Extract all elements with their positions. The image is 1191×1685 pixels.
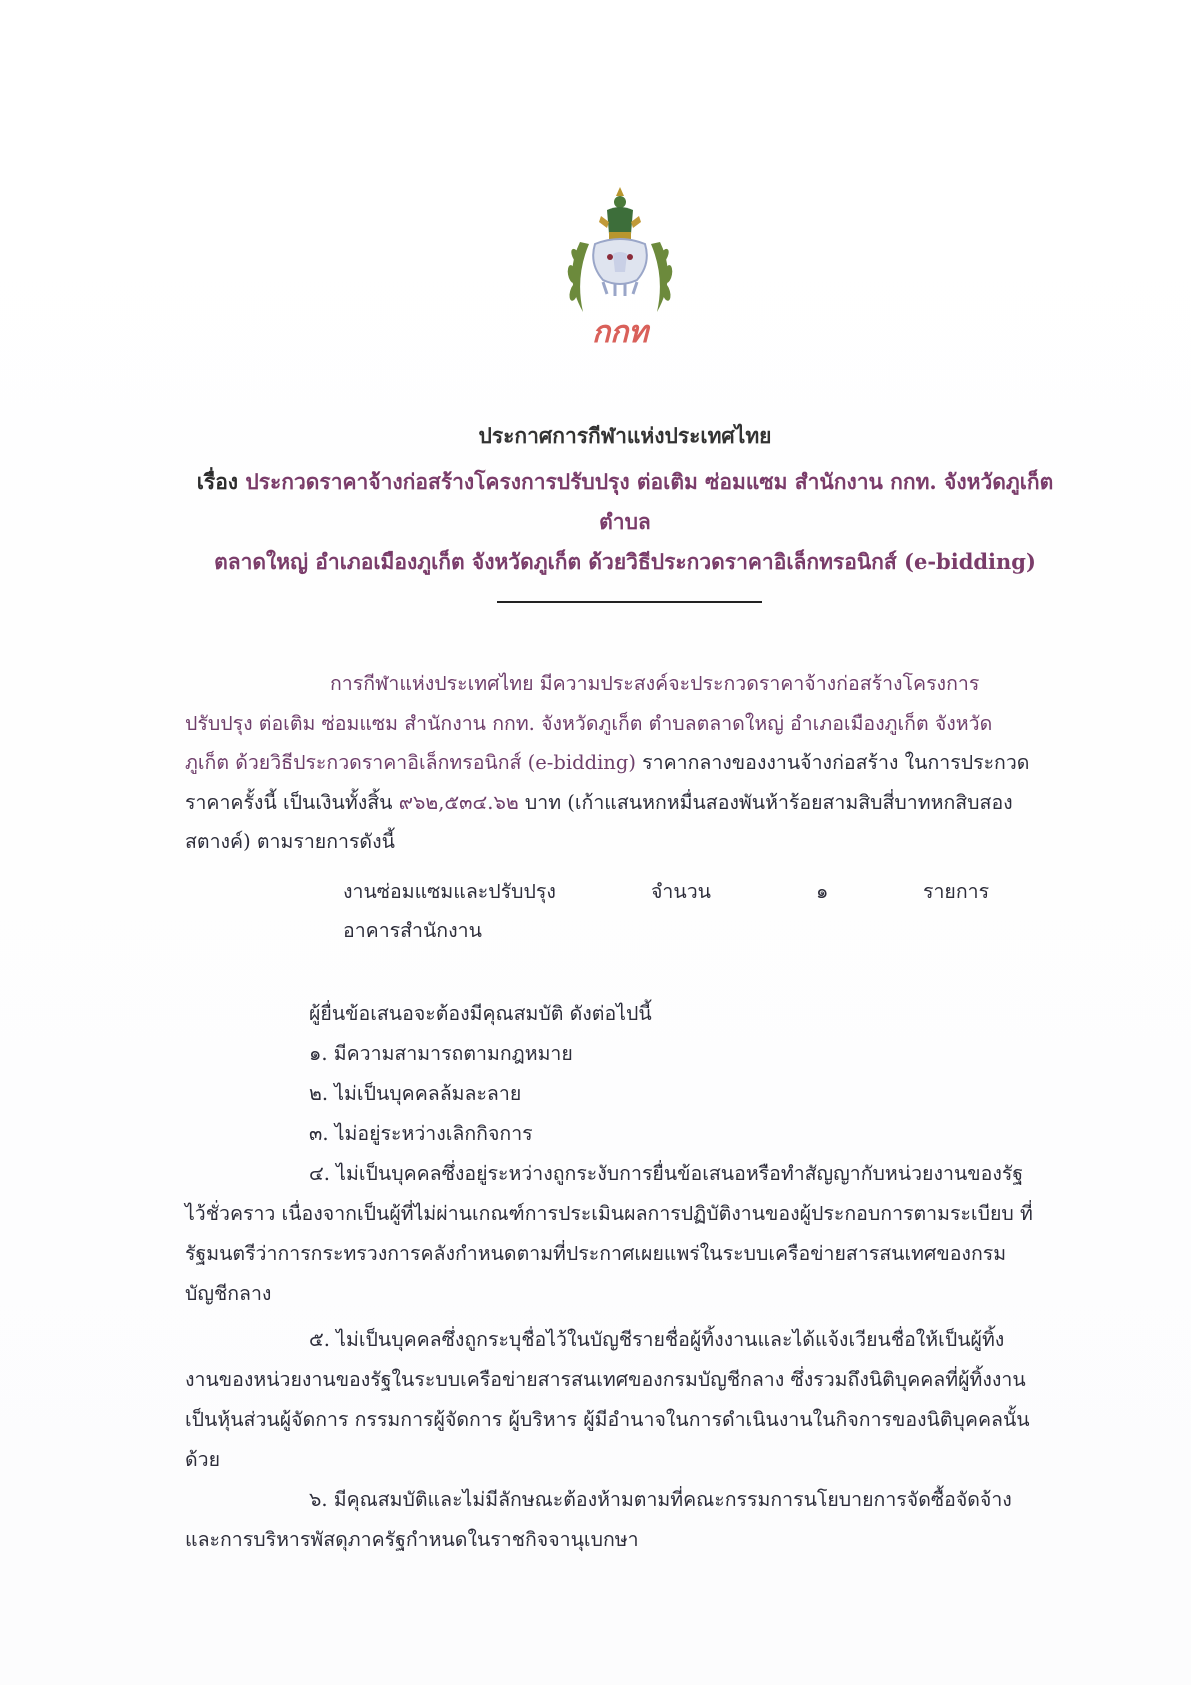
intro-paragraph [185, 664, 1035, 862]
sat-emblem-logo [555, 182, 685, 352]
qualifications-section [185, 994, 1035, 1560]
item-qty: ๑ [816, 880, 829, 903]
announcement-subject [185, 462, 1065, 582]
work-item-row [343, 872, 993, 911]
item-name-continued: อาคารสำนักงาน [343, 919, 482, 942]
qualification-3: ๓. ไม่อยู่ระหว่างเลิกกิจการ [309, 1122, 533, 1145]
intro-org: การกีฬาแห่งประเทศไทย มีความประสงค์จะ [330, 672, 691, 695]
work-item-row-continued [343, 911, 993, 950]
subject-label: เรื่อง [196, 469, 239, 494]
intro-amount-words: บาท (เก้าแสนหกหมื่นสองพันห้าร้อยสามสิบสี่บาทหกสิบสองสตางค์) ตามรายการดังนี้ [185, 790, 1013, 853]
qualification-2: ๒. ไม่เป็นบุคคลล้มละลาย [309, 1082, 522, 1105]
qualifications-heading: ผู้ยื่นข้อเสนอจะต้องมีคุณสมบัติ ดังต่อไปนี้ [309, 1002, 652, 1025]
intro-price-text: ราคากลางของงานจ้างก่อสร้าง ในการประกวดราคาครั้งนี้ เป็นเงินทั้งสิ้น [185, 751, 1030, 814]
qualification-6: ๖. มีคุณสมบัติและไม่มีลักษณะต้องห้ามตามที่คณะกรรมการนโยบายการจัดซื้อจัดจ้างและการบริหารพัสดุภาครัฐกำหนดในราชกิจจานุเบกษา [185, 1488, 1012, 1551]
item-unit: รายการ [923, 880, 990, 903]
intro-project: ประกวดราคาจ้างก่อสร้างโครงการปรับปรุง ต่อเติม ซ่อมแซม สำนักงาน กกท. จังหวัดภูเก็ต ตำบลตลาดใหญ่ อำเภอเมืองภูเก็ต จังหวัดภูเก็ต ด้วยวิธีประกวดราคาอิเล็กทรอนิกส์ (e-bidding) [185, 672, 993, 774]
announcement-title: ประกาศการกีฬาแห่งประเทศไทย [478, 423, 772, 448]
subject-line-1: ประกวดราคาจ้างก่อสร้างโครงการปรับปรุง ต่อเติม ซ่อมแซม สำนักงาน กกท. จังหวัดภูเก็ต ตำบล [245, 469, 1054, 534]
intro-amount: ๙๖๒,๕๓๔.๖๒ [398, 790, 519, 814]
item-qty-label: จำนวน [651, 880, 711, 903]
qualification-4: ๔. ไม่เป็นบุคคลซึ่งอยู่ระหว่างถูกระงับการยื่นข้อเสนอหรือทำสัญญากับหน่วยงานของรัฐไว้ชั่วคราว เนื่องจากเป็นผู้ที่ไม่ผ่านเกณฑ์การประเมินผลการปฏิบัติงานของผู้ประกอบการตามระเบียบ ที่รัฐมนตรีว่าการกระทรวงการคลังกำหนดตามที่ประกาศเผยแพร่ในระบบเครือข่ายสารสนเทศของกรมบัญชีกลาง [185, 1162, 1033, 1305]
subject-line-2: ตลาดใหญ่ อำเภอเมืองภูเก็ต จังหวัดภูเก็ต ด้วยวิธีประกวดราคาอิเล็กทรอนิกส์ (e-bidding) [214, 549, 1036, 574]
qualification-5: ๕. ไม่เป็นบุคคลซึ่งถูกระบุชื่อไว้ในบัญชีรายชื่อผู้ทิ้งงานและได้แจ้งเวียนชื่อให้เป็นผู้ทิ้งงานของหน่วยงานของรัฐในระบบเครือข่ายสารสนเทศของกรมบัญชีกลาง ซึ่งรวมถึงนิติบุคคลที่ผู้ทิ้งงานเป็นหุ้นส่วนผู้จัดการ กรรมการผู้จัดการ ผู้บริหาร ผู้มีอำนาจในการดำเนินงานในกิจการของนิติบุคคลนั้นด้วย [185, 1328, 1030, 1471]
emblem-caption: กกท [591, 315, 649, 350]
qualification-1: ๑. มีความสามารถตามกฎหมาย [309, 1042, 573, 1065]
item-name: งานซ่อมแซมและปรับปรุง [343, 880, 556, 903]
work-items-list [343, 872, 993, 950]
title-divider [497, 601, 762, 603]
